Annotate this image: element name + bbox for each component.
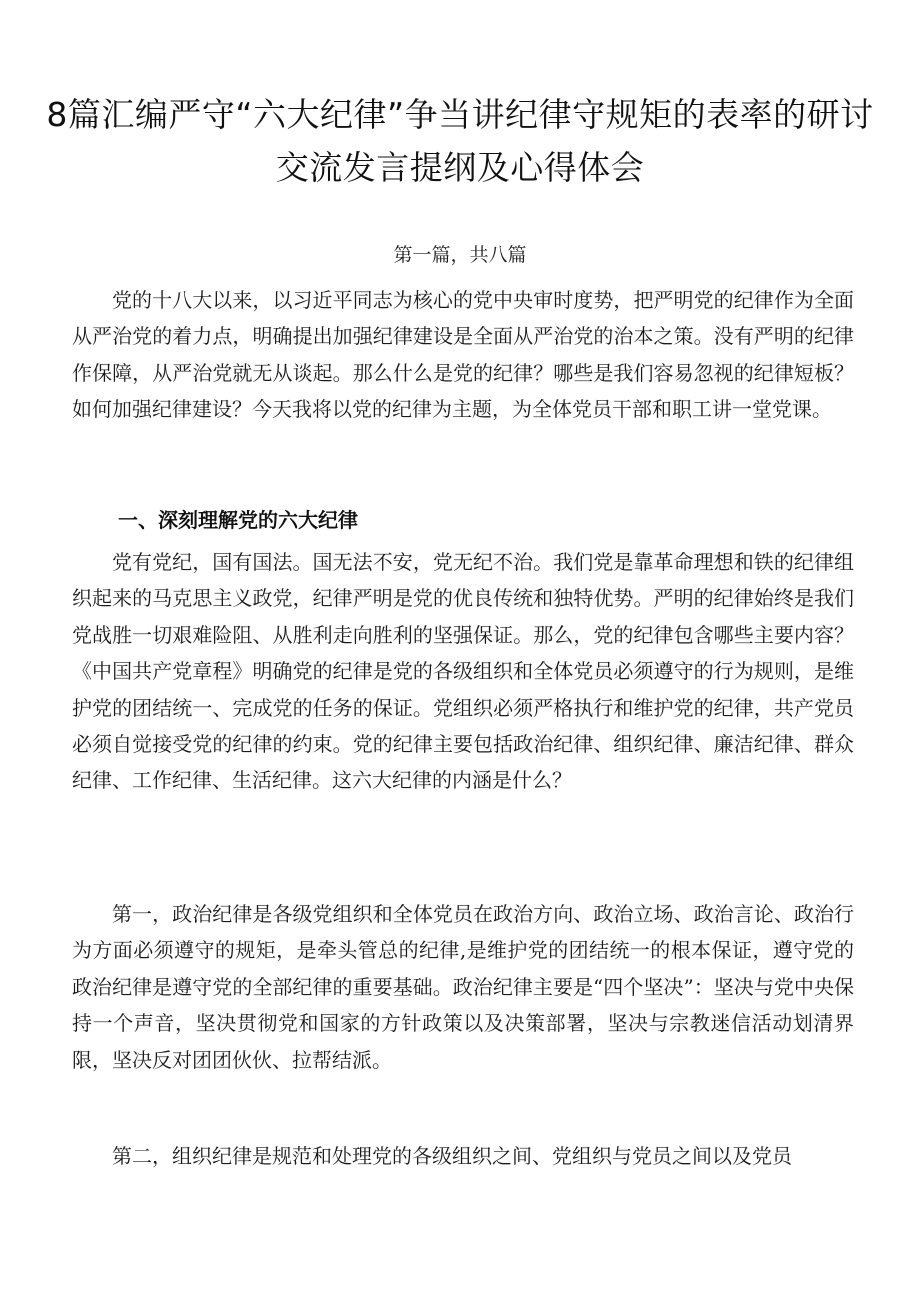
part-label: 第一篇，共八篇 — [393, 244, 527, 266]
intro-paragraph: 党的十八大以来，以习近平同志为核心的党中央审时度势，把严明党的纪律作为全面从严治党的着力点，明确提出加强纪律建设是全面从严治党的治本之策。没有严明的纪律作保障，从严治党就无从谈起。那么什么是党的纪律？哪些是我们容易忽视的纪律短板？如何加强纪律建设？今天我将以党的纪律为主题，为全体党员干部和职工讲一堂党课。 — [72, 288, 854, 422]
second-point-paragraph: 第二，组织纪律是规范和处理党的各级组织之间、党组织与党员之间以及党员 — [112, 1144, 792, 1168]
first-point-paragraph: 第一，政治纪律是各级党组织和全体党员在政治方向、政治立场、政治言论、政治行为方面必须遵守的规矩，是牵头管总的纪律,是维护党的团结统一的根本保证，遵守党的政治纪律是遵守党的全部纪律的重要基础。政治纪律主要是“四个坚决”：坚决与党中央保持一个声音，坚决贯彻党和国家的方针政策以及决策部署，坚决与宗教迷信活动划清界限，坚决反对团团伙伙、拉帮结派。 — [72, 902, 854, 1072]
document-title: 8篇汇编严守“六大纪律”争当讲纪律守规矩的表率的研讨交流发言提纲及心得体会 — [46, 95, 874, 187]
section-heading: 一、深刻理解党的六大纪律 — [118, 508, 358, 532]
section-body-paragraph: 党有党纪，国有国法。国无法不安，党无纪不治。我们党是靠革命理想和铁的纪律组织起来的马克思主义政党，纪律严明是党的优良传统和独特优势。严明的纪律始终是我们党战胜一切艰难险阻、从胜利走向胜利的坚强保证。那么，党的纪律包含哪些主要内容？《中国共产党章程》明确党的纪律是党的各级组织和全体党员必须遵守的行为规则，是维护党的团结统一、完成党的任务的保证。党组织必须严格执行和维护党的纪律，共产党员必须自觉接受党的纪律的约束。党的纪律主要包括政治纪律、组织纪律、廉洁纪律、群众纪律、工作纪律、生活纪律。这六大纪律的内涵是什么？ — [72, 550, 854, 793]
